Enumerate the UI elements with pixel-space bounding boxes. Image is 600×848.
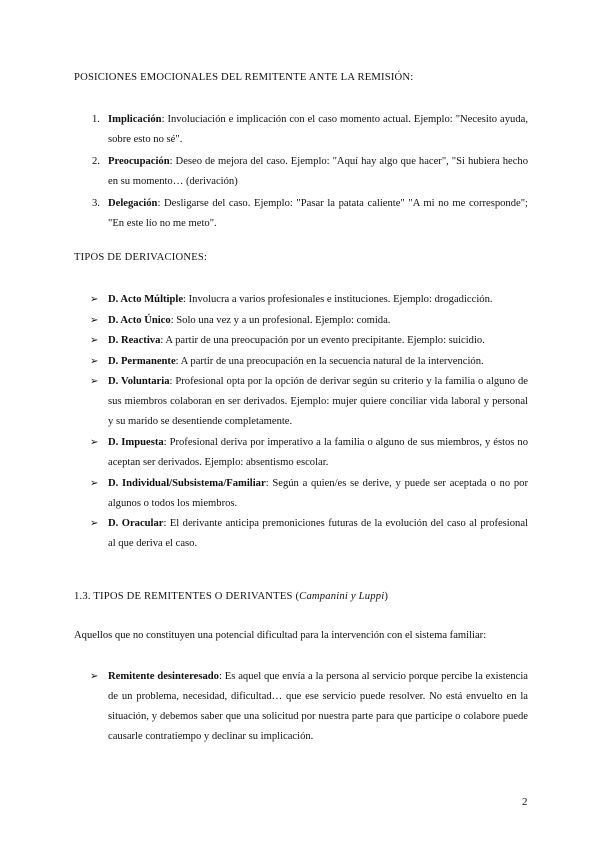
term: D. Permanente [108,355,176,367]
list-item: ➢ Remitente desinteresado: Es aquel que envía a la persona al servicio porque percibe la existencia de un problema, necesidad, dificultad… que ese servicio puede resolver. No está envuelto en la situación, y debemos saber que una solicitud por nuestra parte para que participe o colabore puede causarle contratiempo y declinar su implicación. [90,667,528,747]
list-item: ➢ D. Acto Múltiple: Involucra a varios profesionales e instituciones. Ejemplo: drogadicción. [90,290,528,310]
arrow-bullet-icon: ➢ [90,335,99,347]
arrow-bullet-icon: ➢ [90,518,99,530]
term: D. Impuesta [108,436,164,448]
list-item: ➢ D. Voluntaria: Profesional opta por la opción de derivar según su criterio y la familia o alguno de sus miembros colaboran en ser derivados. Ejemplo: mujer quiere conciliar vida laboral y personal y su marido se desentiende completamente. [90,372,528,432]
term: D. Individual/Subsistema/Familiar [108,477,266,489]
list-item: 1. Implicación: Involuciación e implicación con el caso momento actual. Ejemplo: "Necesito ayuda, sobre esto no sé". [92,114,528,145]
bullet-list-derivaciones [90,290,528,555]
term: D. Voluntaria [108,376,170,388]
term: D. Reactiva [108,335,161,347]
arrow-bullet-icon: ➢ [90,355,99,367]
arrow-bullet-icon: ➢ [90,376,99,388]
term: Delegación [108,198,158,209]
term: Preocupación [108,156,170,167]
term: D. Acto Único [108,314,171,326]
term: D. Oracular [108,518,164,530]
section-heading-tipos-derivaciones: TIPOS DE DERIVACIONES: [74,252,208,263]
list-item: ➢ D. Impuesta: Profesional deriva por imperativo a la familia o alguno de sus miembros, y éstos no aceptan ser derivados. Ejemplo: absentismo escolar. [90,433,528,473]
list-item: ➢ D. Reactiva: A partir de una preocupación por un evento precipitante. Ejemplo: suicidio. [90,331,528,351]
numbered-list-posiciones [92,110,528,236]
list-item: ➢ D. Oracular: El derivante anticipa premoniciones futuras de la evolución del caso al profesional al que deriva el caso. [90,514,528,554]
section-heading-remitentes: 1.3. TIPOS DE REMITENTES O DERIVANTES (Campanini y Luppi) [74,591,389,602]
list-item: ➢ D. Acto Único: Solo una vez y a un profesional. Ejemplo: comida. [90,311,528,331]
arrow-bullet-icon: ➢ [90,477,99,489]
list-item: ➢ D. Individual/Subsistema/Familiar: Según a quien/es se derive, y puede ser aceptada o no por algunos o todos los miembros. [90,474,528,514]
list-item: 2. Preocupación: Deseo de mejora del caso. Ejemplo: "Aquí hay algo que hacer", "Si hubiera hecho en su momento… (derivación) [92,156,528,187]
intro-paragraph: Aquellos que no constituyen una potencial dificultad para la intervención con el sistema familiar: [74,630,487,641]
author-citation: Campanini y Luppi [299,591,385,602]
list-item: 3. Delegación: Desligarse del caso. Ejemplo: "Pasar la patata caliente" "A mi no me corresponde"; "En este lío no me meto". [92,198,528,229]
arrow-bullet-icon: ➢ [90,671,99,682]
section-heading-posiciones: POSICIONES EMOCIONALES DEL REMITENTE ANTE LA REMISIÓN: [74,72,414,83]
term: Remitente desinteresado [108,671,219,682]
arrow-bullet-icon: ➢ [90,294,99,305]
arrow-bullet-icon: ➢ [90,436,99,448]
bullet-list-remitentes [90,667,528,748]
page-number: 2 [522,796,528,808]
term: Implicación [108,114,162,125]
list-item: ➢ D. Permanente: A partir de una preocupación en la secuencia natural de la intervención. [90,352,528,372]
arrow-bullet-icon: ➢ [90,314,99,326]
term: D. Acto Múltiple [108,294,184,305]
